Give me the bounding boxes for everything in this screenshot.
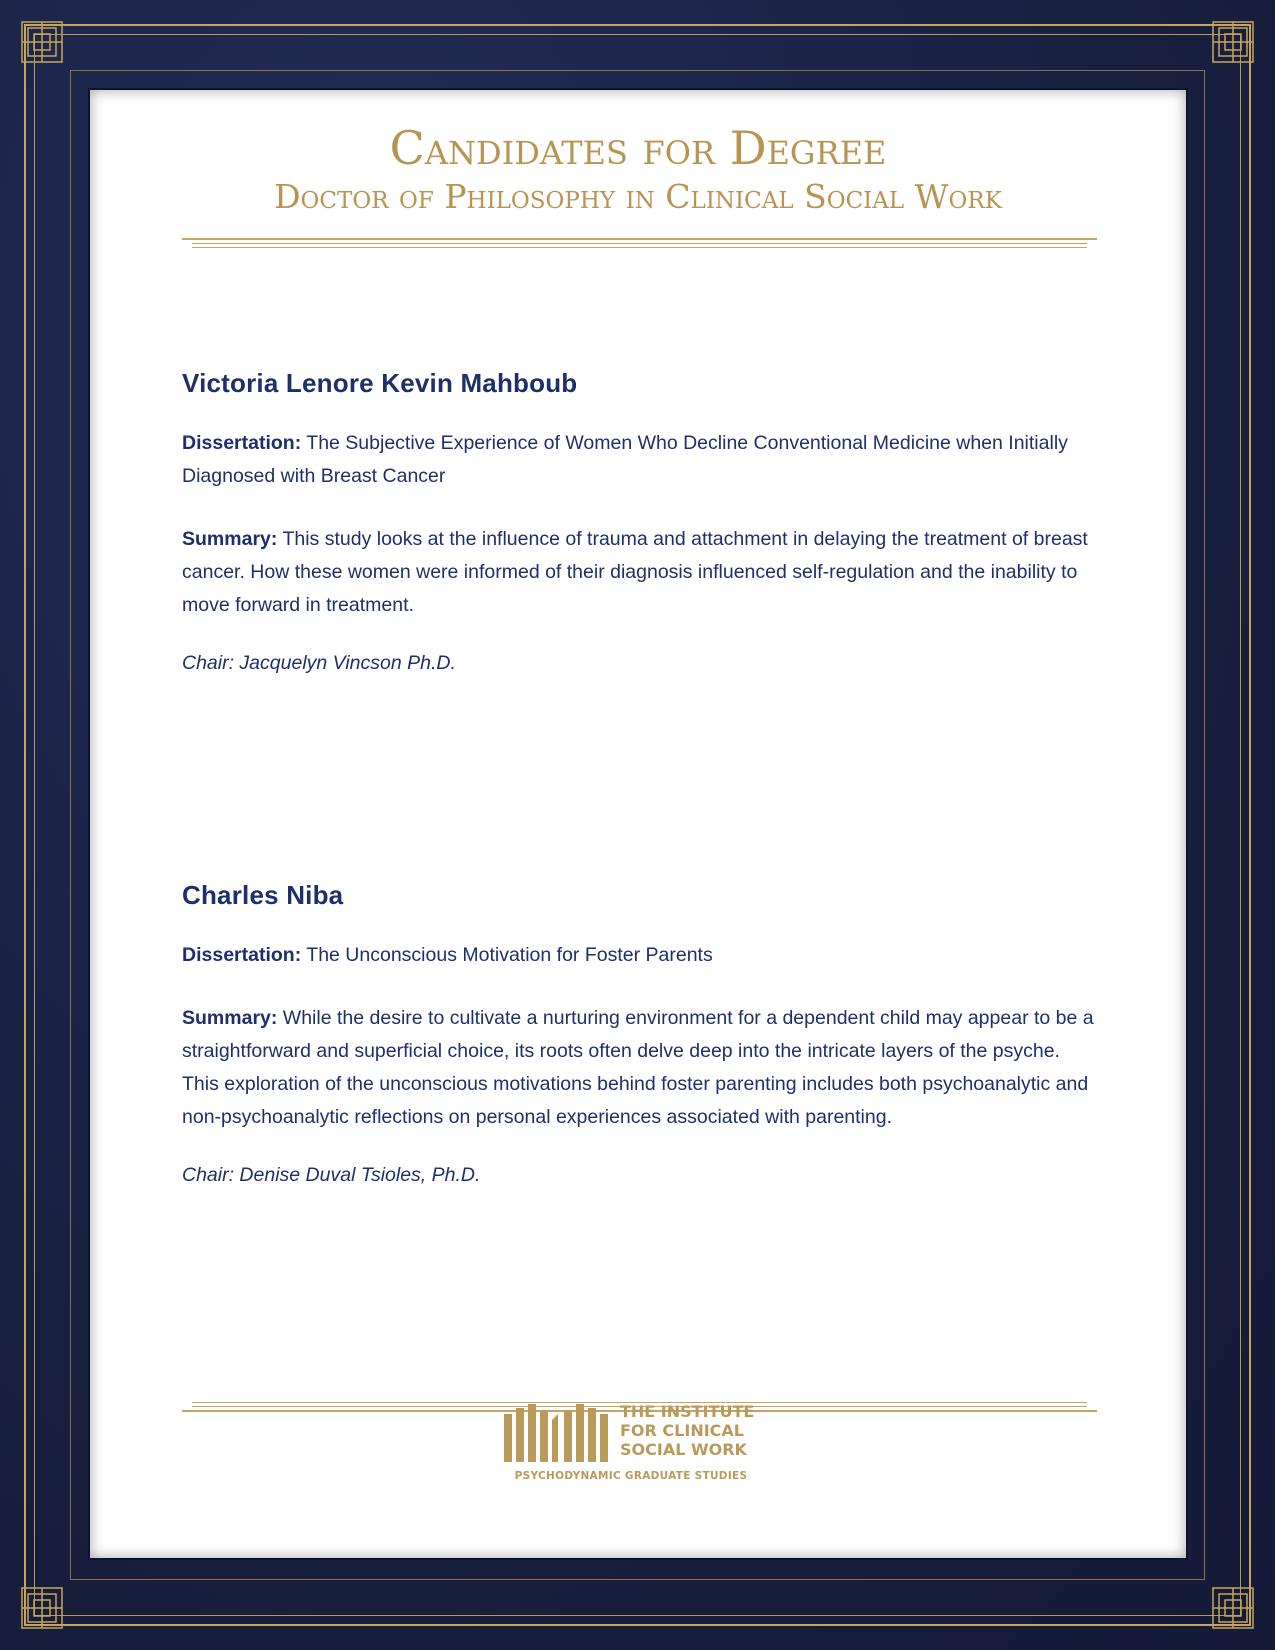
chair-line: Chair: Denise Duval Tsioles, Ph.D. bbox=[182, 1164, 481, 1186]
candidate-entry bbox=[182, 880, 1097, 1187]
open-book-icon bbox=[500, 1400, 612, 1466]
chair-line: Chair: Jacquelyn Vincson Ph.D. bbox=[182, 652, 456, 674]
dissertation-label: Dissertation: bbox=[182, 432, 302, 454]
dissertation-line bbox=[182, 427, 1097, 493]
corner-ornament-icon bbox=[1209, 1584, 1257, 1632]
candidate-entry bbox=[182, 368, 1097, 675]
candidate-name: Charles Niba bbox=[182, 880, 344, 910]
top-divider bbox=[182, 238, 1097, 251]
logo-line: THE INSTITUTE bbox=[620, 1402, 755, 1421]
logo-line: FOR CLINICAL bbox=[620, 1421, 744, 1440]
logo-text bbox=[620, 1402, 754, 1459]
summary-text: While the desire to cultivate a nurturing environment for a dependent child may appear to be a straightforward and superficial choice, its roots often delve deep into the intricate layers of the psyche. This exploration of the unconscious motivations behind foster parenting includes both psychoanalytic and non-psychoanalytic reflections on personal experiences associated with parenting. bbox=[182, 1007, 1094, 1128]
dissertation-label: Dissertation: bbox=[182, 944, 302, 966]
summary-line bbox=[182, 523, 1097, 622]
institute-logo bbox=[500, 1400, 780, 1490]
candidate-name: Victoria Lenore Kevin Mahboub bbox=[182, 368, 578, 398]
summary-label: Summary: bbox=[182, 528, 278, 550]
logo-tagline: PSYCHODYNAMIC GRADUATE STUDIES bbox=[514, 1470, 748, 1482]
summary-label: Summary: bbox=[182, 1007, 278, 1029]
page-header bbox=[90, 120, 1186, 218]
corner-ornament-icon bbox=[18, 18, 66, 66]
summary-line bbox=[182, 1002, 1097, 1134]
page-subtitle: Doctor of Philosophy in Clinical Social Work bbox=[274, 177, 1002, 216]
summary-text: This study looks at the influence of trauma and attachment in delaying the treatment of breast cancer. How these women were informed of their diagnosis influenced self-regulation and the inability to move forward in treatment. bbox=[182, 528, 1088, 616]
corner-ornament-icon bbox=[18, 1584, 66, 1632]
page-title: Candidates for Degree bbox=[389, 121, 887, 175]
dissertation-line bbox=[182, 939, 1097, 972]
corner-ornament-icon bbox=[1209, 18, 1257, 66]
content-panel bbox=[88, 88, 1188, 1560]
logo-line: SOCIAL WORK bbox=[620, 1440, 747, 1459]
dissertation-title: The Subjective Experience of Women Who Decline Conventional Medicine when Initially Diagnosed with Breast Cancer bbox=[182, 432, 1068, 487]
dissertation-title: The Unconscious Motivation for Foster Parents bbox=[306, 944, 713, 966]
